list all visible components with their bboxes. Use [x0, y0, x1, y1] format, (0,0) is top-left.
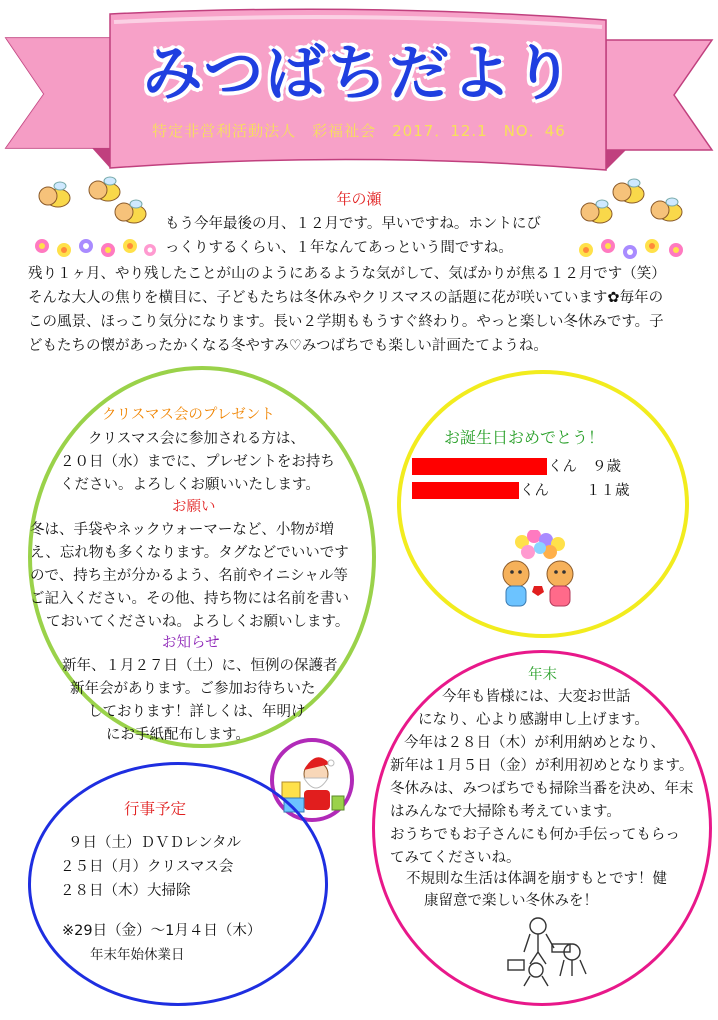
- text-line: ください。よろしくお願いいたします。: [60, 477, 320, 493]
- birthday-suffix: くん: [520, 483, 549, 499]
- text-line: もう今年最後の月、１２月です。早いですね。ホントにび: [165, 216, 541, 232]
- christmas-heading: クリスマス会のプレゼント: [102, 407, 275, 423]
- text-line: 今年も皆様には、大変お世話: [442, 689, 631, 705]
- text-line: ておいてくださいね。よろしくお願いします。: [46, 614, 350, 630]
- text-line: おうちでもお子さんにも何か手伝ってもらっ: [390, 827, 680, 843]
- text-line: ので、持ち主が分かるよう、名前やイニシャル等: [30, 568, 348, 584]
- year-end-intro-heading: 年の瀬: [336, 190, 382, 208]
- birthday-heading: お誕生日おめでとう！: [444, 428, 605, 447]
- text-line: 新年は１月５日（金）が利用初めとなります。: [390, 758, 694, 774]
- flower-icon: [35, 239, 156, 257]
- text-line: 今年は２８日（木）が利用納めとなり、: [404, 735, 665, 751]
- text-line: 冬は、手袋やネックウォーマーなど、小物が増: [30, 522, 334, 538]
- text-line: 冬休みは、みつばちでも掃除当番を決め、年末: [390, 781, 694, 797]
- gift-icon: [332, 796, 344, 810]
- request-heading: お願い: [172, 499, 216, 515]
- bouquet-icon: [515, 530, 565, 559]
- gift-icon: [282, 782, 300, 798]
- year-end-heading: 年末: [528, 667, 557, 683]
- text-line: どもたちの懐があったかくなる冬やすみ♡みつばちでも楽しい計画たてようね。: [28, 338, 548, 354]
- birthday-suffix: くん: [548, 459, 577, 475]
- text-line: はみんなで大掃除も考えています。: [390, 804, 621, 820]
- notice-heading: お知らせ: [162, 635, 220, 651]
- text-line: 不規則な生活は体調を崩すもとです！健: [406, 871, 667, 887]
- children-cleaning-illustration: [500, 912, 600, 988]
- text-line: え、忘れ物も多くなります。タグなどでいいです: [30, 545, 349, 561]
- text-line: そんな大人の焦りを横目に、子どもたちは冬休みやクリスマスの話題に花が咲いています✿毎年の: [28, 290, 664, 306]
- year-end-intro-lead: [165, 212, 565, 260]
- text-line: 残り１ヶ月、やり残したことが山のようにあるような気がして、気ばかりが焦る１２月です（笑）: [28, 266, 666, 282]
- flower-icon: [579, 239, 683, 259]
- year-end-intro-body: [28, 262, 694, 358]
- schedule-heading: 行事予定: [124, 800, 187, 818]
- text-line: クリスマス会に参加される方は、: [88, 431, 305, 447]
- text-line: ２０日（水）までに、プレゼントをお持ち: [60, 454, 335, 470]
- text-line: っくりするくらい、１年なんてあっという間ですね。: [165, 240, 513, 256]
- text-line: 新年、１月２７日（土）に、恒例の保護者: [62, 658, 338, 674]
- ribbon-bow-icon: [532, 586, 544, 596]
- child-icon: [530, 918, 546, 934]
- schedule-item: ９日（土）ＤＶＤレンタル: [68, 835, 242, 851]
- birthday-age: ９歳: [592, 459, 621, 475]
- text-line: ご記入ください。その他、持ち物には名前を書い: [30, 591, 349, 607]
- schedule-note-sub: 年末年始休業日: [90, 947, 185, 963]
- birthday-age: １１歳: [586, 483, 630, 499]
- schedule-item: ２８日（木）大掃除: [60, 883, 191, 899]
- text-line: にお手紙配布します。: [106, 727, 250, 743]
- header-banner: [0, 0, 718, 190]
- schedule-note: ※29日（金）～1月４日（木）: [62, 923, 262, 939]
- schedule-item: ２５日（月）クリスマス会: [60, 859, 234, 875]
- cat-icon: [503, 561, 529, 606]
- newsletter-subtitle: 特定非営利活動法人 彩福祉会 2017．12.1 NO．46: [152, 122, 566, 140]
- cats-bouquet-illustration: [488, 530, 588, 612]
- newsletter-title: みつばちだより: [142, 39, 576, 109]
- text-line: 康留意で楽しい冬休みを！: [424, 893, 598, 909]
- text-line: 新年会があります。ご参加お待ちいた: [70, 681, 316, 697]
- redacted-name: [412, 458, 547, 475]
- child-icon: [529, 963, 543, 977]
- text-line: しております！詳しくは、年明け: [88, 704, 306, 720]
- text-line: この風景、ほっこり気分になります。長い２学期ももうすぐ終わり。やっと楽しい冬休みです。子: [28, 314, 664, 330]
- text-line: になり、心より感謝申し上げます。: [418, 712, 649, 728]
- redacted-name: [412, 482, 519, 499]
- text-line: てみてくださいね。: [390, 850, 521, 866]
- cat-icon: [547, 561, 573, 606]
